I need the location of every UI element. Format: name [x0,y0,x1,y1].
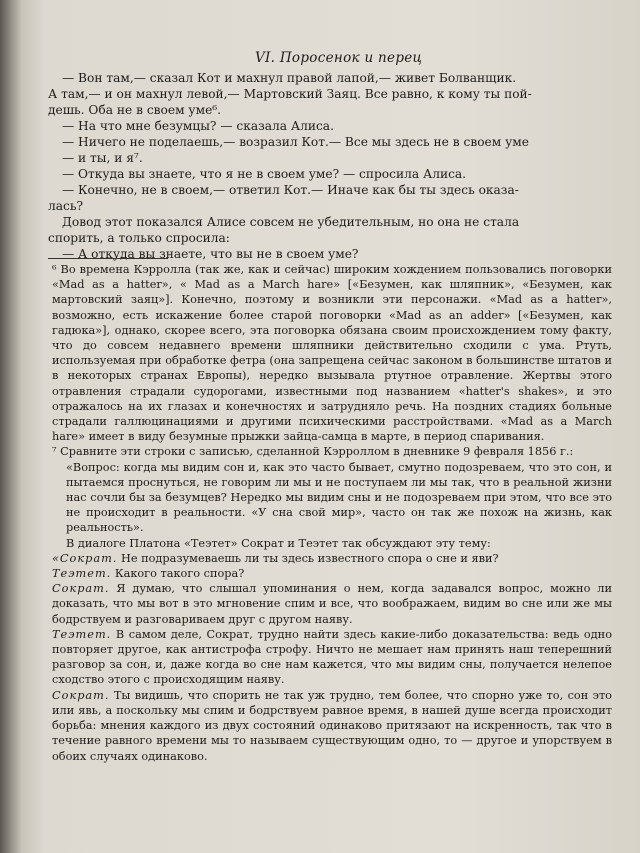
text-line: — и ты, и я⁷. [62,151,143,165]
speech: Ты видишь, что спорить не так уж трудно, тем более, что спорно уже то, сон это или явь, а поскольку мы спим и бодрствуем равное время, в нашей душе всегда происходит борьба: мнения каждого из двух состояний одинаково притязают на искренность, так что в течение равного времени мы то называем существующим одно, то — другое и упорствуем в обоих случаях одинаково. [52,688,612,763]
text-line: А там,— и он махнул левой,— Мартовский Заяц. Все равно, к кому ты пой- [48,87,532,101]
speech: Не подразумеваешь ли ты здесь известного спора о сне и яви? [117,551,499,565]
speech: В самом деле, Сократ, трудно найти здесь какие-либо доказательства: ведь одно повторяет другое, как антистрофа строфу. Ничто не мешает нам принять наш теперешний разговор за сон, и, даже когда во сне нам кажется, что мы видим сны, получается нелепое сходство этого с происходящим наяву. [52,627,612,687]
footnote-7-intro: ⁷ Сравните эти строки с записью, сделанной Кэрроллом в дневнике 9 февраля 1856 г.: [52,445,574,459]
speaker: Теэтет. [52,627,112,641]
running-head: VI. Поросенок и перец [255,50,423,66]
dialogue-line [52,581,612,627]
text-line: дешь. Оба не в своем уме⁶. [48,103,222,117]
dialogue-line [52,566,612,581]
speaker: Сократ. [52,582,110,596]
text-line: — А откуда вы знаете, что вы не в своем уме? [62,247,359,261]
speaker: Сократ. [52,688,110,702]
text-line: Довод этот показался Алисе совсем не убедительным, но она не стала [62,215,520,229]
text-line: — Ничего не поделаешь,— возразил Кот.— Все мы здесь не в своем уме [62,135,529,149]
footnote-divider [48,258,168,259]
text-line: — Конечно, не в своем,— ответил Кот.— Иначе как бы ты здесь оказа- [62,183,519,197]
text-line: спорить, а только спросила: [48,231,230,245]
speaker: Теэтет. [52,567,112,581]
text-line: — Откуда вы знаете, что я не в своем уме? — спросила Алиса. [62,167,467,181]
speaker: «Сократ. [52,551,118,565]
text-line: лась? [48,199,84,213]
plato-intro: В диалоге Платона «Теэтет» Сократ и Теэтет так обсуждают эту тему: [66,536,491,550]
dialogue-line [52,688,612,764]
speech: Я думаю, что слышал упоминания о нем, когда задавался вопрос, можно ли доказать, что мы вот в это мгновение спим и все, что воображаем, видим во сне или же мы бодрствуем и разговариваем друг с другом наяву. [52,582,612,626]
text-line: — На что мне безумцы? — сказала Алиса. [62,119,334,133]
text-line: — Вон там,— сказал Кот и махнул правой лапой,— живет Болванщик. [62,71,517,85]
dialogue-line [52,551,612,566]
footnotes [52,262,612,764]
dialogue-line [52,627,612,688]
speech: Какого такого спора? [111,567,245,581]
main-text [48,70,608,262]
footnote-6: ⁶ Во времена Кэрролла (так же, как и сейчас) широким хождением пользовались поговорки «Mad as a hatter», « Mad as a March hare» [«Безумен, как шляпник», «Безумен, как мартовский заяц»]. Конечно, поэтому и возникли эти персонажи. «Mad as a hatter», возможно, есть искажение более старой поговорки «Mad as an adder» [«Безумен, как гадюка»], однако, скорее всего, эта поговорка обязана своим происхождением тому факту, что до совсем недавнего времени шляпники действительно сходили с ума. Ртуть, используемая при обработке фетра (она запрещена сейчас законом в большинстве штатов и в некоторых странах Европы), нередко вызывала ртутное отравление. Жертвы этого отравления страдали судорогами, известными под названием «hatter's shakes», и это отражалось на их глазах и конечностях и затрудняло речь. На поздних стадиях больные страдали галлюцинациями и другими психическими расстройствами. «Mad as a March hare» имеет в виду безумные прыжки зайца-самца в марте, в период спаривания. [52,263,612,444]
diary-quote: «Вопрос: когда мы видим сон и, как это часто бывает, смутно подозреваем, что это сон, и пытаемся проснуться, не говорим ли мы и не поступаем ли мы так, что в реальной жизни нас сочли бы за безумцев? Нередко мы видим сны и не подозреваем при этом, что все это не происходит в реальности. «У сна свой мир», часто он так же похож на жизнь, как реальность». [66,460,612,535]
